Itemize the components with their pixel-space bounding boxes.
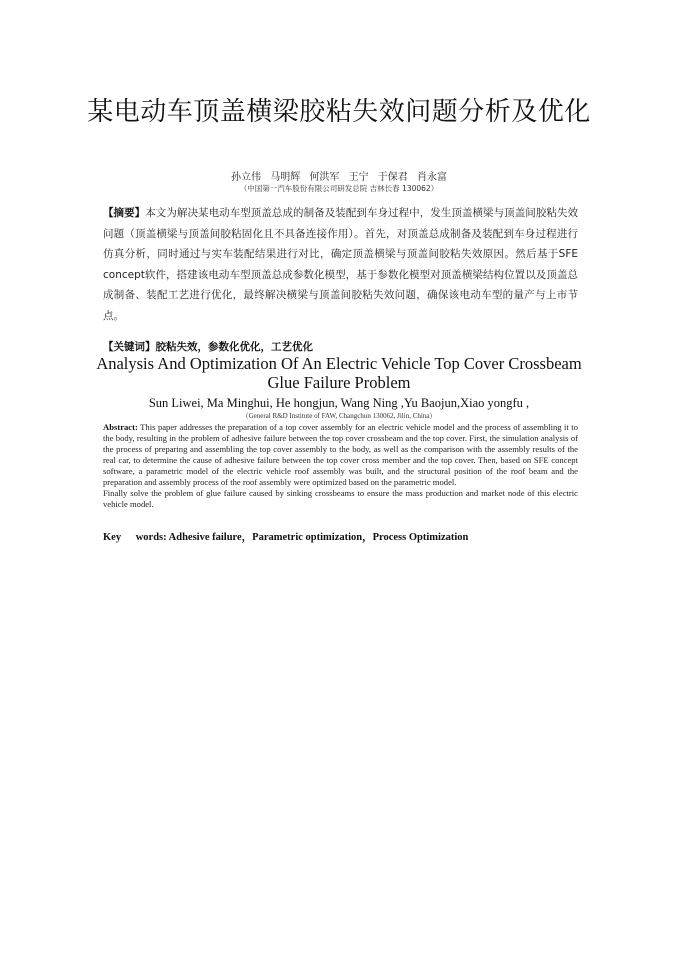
chinese-keywords <box>103 339 578 354</box>
chinese-affiliation: （中国第一汽车股份有限公司研发总院 吉林长春 130062） <box>239 184 439 193</box>
chinese-abstract-text: 本文为解决某电动车型顶盖总成的制备及装配到车身过程中，发生顶盖横梁与顶盖间胶粘失效问题（顶盖横梁与顶盖间胶粘固化且不具备连接作用）。首先，对顶盖总成制备及装配到车身过程进行仿真分析，同时通过与实车装配结果进行对比，确定顶盖横梁与顶盖间胶粘失效原因。然后基于SFE concept软件，搭建该电动车型顶盖总成参数化模型，基于参数化模型对顶盖横梁结构位置以及顶盖总成制备、装配工艺进行优化，最终解决横梁与顶盖间胶粘失效问题，确保该电动车型的量产与上市节点。 <box>103 207 579 322</box>
english-abstract-label: Abstract: <box>103 422 138 432</box>
chinese-abstract <box>103 203 578 326</box>
chinese-title: 某电动车顶盖横梁胶粘失效问题分析及优化 <box>87 97 591 127</box>
english-abstract-paragraph-2: Finally solve the problem of glue failure caused by sinking crossbeams to ensure the mass production and market node of this electric vehicle model. <box>103 488 578 509</box>
english-keywords-label: Key words: <box>103 532 167 543</box>
english-keywords-text: Adhesive failure，Parametric optimization，Process Optimization <box>166 532 469 543</box>
english-keywords <box>103 529 578 544</box>
english-title: Analysis And Optimization Of An Electric Vehicle Top Cover Crossbeam Glue Failure Problem <box>96 354 582 392</box>
english-abstract <box>103 422 578 510</box>
chinese-authors: 孙立伟 马明辉 何洪军 王宁 于保君 肖永富 <box>231 172 447 183</box>
chinese-keywords-text: 胶粘失效，参数化优化，工艺优化 <box>155 341 313 353</box>
chinese-keywords-label: 【关键词】 <box>103 341 156 353</box>
english-authors: Sun Liwei, Ma Minghui, He hongjun, Wang Ning ,Yu Baojun,Xiao yongfu , <box>148 396 530 410</box>
chinese-abstract-label: 【摘要】 <box>103 207 146 219</box>
english-affiliation: （General R&D Institute of FAW, Changchun 130062, Jilin, China） <box>241 412 437 420</box>
english-abstract-text: This paper addresses the preparation of a top cover assembly for an electric vehicle model and the process of assembling it to the body, resulting in the problem of adhesive failure between the top cover crossbeam and the top cover. First, the simulation analysis of the process of preparing and assembling the top cover assembly to the body, as well as the comparison with the assembly results of the real car, to determine the cause of adhesive failure between the top cover cross member and the top cover. Then, based on SFE concept software, a parametric model of the electric vehicle roof assembly was built, and the structural position of the roof beam and the preparation and assembly process of the roof assembly were optimized based on the parametric model. <box>103 422 578 487</box>
english-abstract-paragraph <box>103 422 578 488</box>
